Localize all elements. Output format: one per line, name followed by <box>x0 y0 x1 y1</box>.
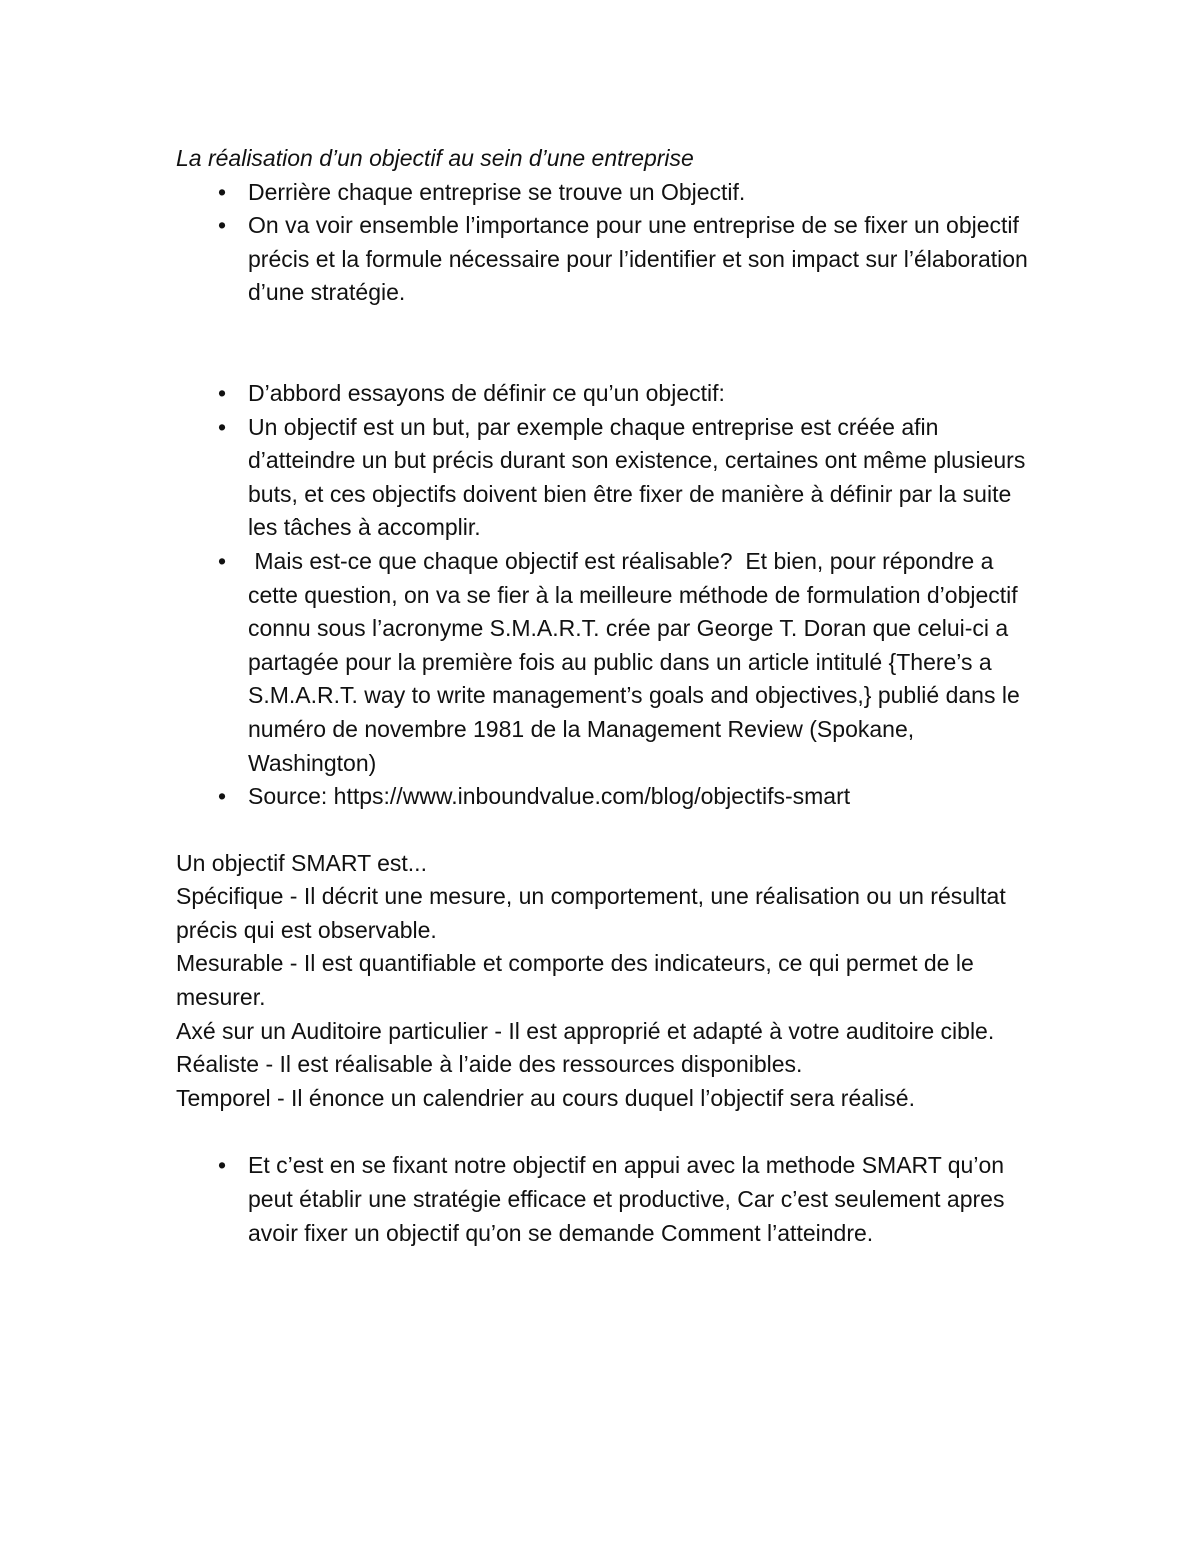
smart-line-realiste: Réaliste - Il est réalisable à l’aide des ressources disponibles. <box>176 1051 803 1078</box>
list-item-text: D’abbord essayons de définir ce qu’un objectif: <box>248 379 725 406</box>
bullet-icon: • <box>217 413 227 440</box>
bullet-icon: • <box>217 178 227 205</box>
list-item <box>176 411 1046 545</box>
list-item-text: On va voir ensemble l’importance pour une entreprise de se fixer un objectif précis et la formule nécessaire pour l’identifier et son impact sur l’élaboration d’une stratégie. <box>248 212 1028 306</box>
smart-line-specifique: Spécifique - Il décrit une mesure, un comportement, une réalisation ou un résultat précis qui est observable. <box>176 883 1006 943</box>
bullet-icon: • <box>217 783 227 810</box>
list-item <box>176 209 1046 310</box>
document-body <box>176 142 1046 1250</box>
source-link-text: Source: https://www.inboundvalue.com/blog/objectifs-smart <box>248 783 851 810</box>
list-item-text: Un objectif est un but, par exemple chaque entreprise est créée afin d’atteindre un but précis durant son existence, certaines ont même plusieurs buts, et ces objectifs doivent bien être fixer de manière à définir par la suite les tâches à accomplir. <box>248 413 1026 541</box>
closing-bullet-list <box>176 1149 1046 1250</box>
list-item-text: Mais est-ce que chaque objectif est réalisable? Et bien, pour répondre a cette question, on va se fier à la meilleure méthode de formulation d’objectif connu sous l’acronyme S.M.A.R.T. crée par George T. Doran que celui-ci a partagée pour la première fois au public dans un article intitulé {There’s a S.M.A.R.T. way to write management’s goals and objectives,} publié dans le numéro de novembre 1981 de la Management Review (Spokane, Washington) <box>248 547 1027 776</box>
bullet-icon: • <box>217 379 227 406</box>
list-item <box>176 545 1046 780</box>
smart-line-auditoire: Axé sur un Auditoire particulier - Il est approprié et adapté à votre auditoire cible. <box>176 1017 995 1044</box>
intro-bullet-list <box>176 176 1046 310</box>
list-item-text: Et c’est en se fixant notre objectif en appui avec la methode SMART qu’on peut établir une stratégie efficace et productive, Car c’est seulement apres avoir fixer un objectif qu’on se demande Comment l’atteindre. <box>248 1152 1005 1246</box>
document-title: La réalisation d’un objectif au sein d’une entreprise <box>176 145 694 171</box>
list-item <box>176 1149 1046 1250</box>
spacer <box>176 814 1046 847</box>
bullet-icon: • <box>217 1152 227 1179</box>
list-item <box>176 780 1046 814</box>
smart-line-temporel: Temporel - Il énonce un calendrier au cours duquel l’objectif sera réalisé. <box>176 1084 915 1111</box>
list-item <box>176 176 1046 210</box>
smart-line-mesurable: Mesurable - Il est quantifiable et comporte des indicateurs, ce qui permet de le mesurer. <box>176 950 974 1011</box>
bullet-icon: • <box>217 547 227 574</box>
list-item <box>176 377 1046 411</box>
smart-intro: Un objectif SMART est... <box>176 849 427 876</box>
list-item-text: Derrière chaque entreprise se trouve un Objectif. <box>248 178 746 205</box>
definition-bullet-list <box>176 377 1046 814</box>
spacer <box>176 310 1046 377</box>
spacer <box>176 1115 1046 1149</box>
bullet-icon: • <box>217 212 227 239</box>
